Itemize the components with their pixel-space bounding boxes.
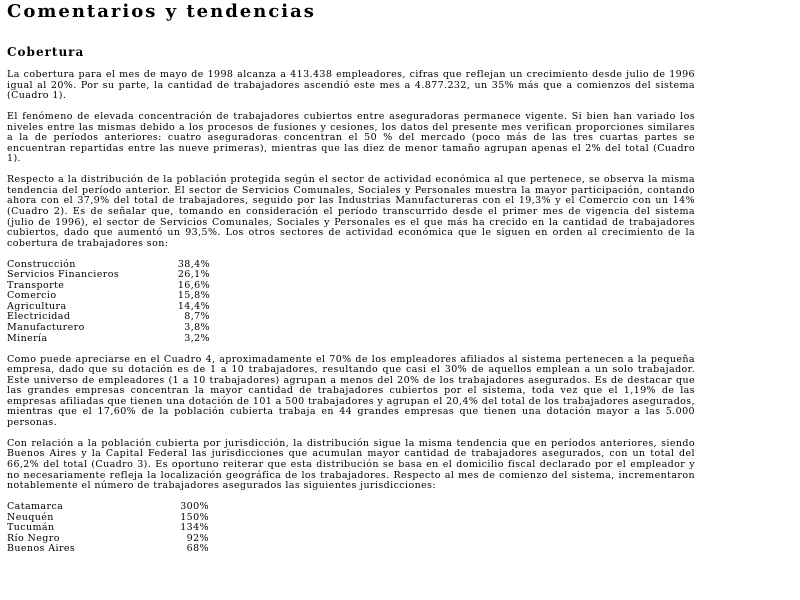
jurisdiction-value: 92% [186,532,209,544]
sector-label: Construcción [7,258,76,270]
sector-label: Transporte [7,279,65,291]
jurisdiction-label: Neuquén [7,511,54,523]
sector-value: 38,4% [177,258,210,270]
section-title: Cobertura [7,45,85,59]
sector-label: Minería [7,332,48,344]
list-item [7,523,695,534]
document-body [7,70,695,565]
jurisdiction-label: Tucumán [7,522,55,534]
jurisdiction-value: 134% [180,522,209,534]
sector-label: Electricidad [7,311,71,323]
jurisdiction-label: Río Negro [7,532,60,544]
jurisdiction-value: 150% [180,511,209,523]
list-item [7,334,695,345]
sector-value: 3,2% [184,332,210,344]
sector-value: 14,4% [177,300,210,312]
sector-label: Comercio [7,290,57,302]
sector-label: Agricultura [7,300,67,312]
paragraph-company-size: Como puede apreciarse en el Cuadro 4, aproximadamente el 70% de los empleadores afiliados al sistema pertenecen a la pequeña empresa, dado que su dotación es de 1 a 10 trabajadores, resultando que casi el 30% de aquellos emplean a un solo trabajador. Este universo de empleadores (1 a 10 trabajadores) agrupan a menos del 20% de los trabajadores asegurados. Es de destacar que las grandes empresas concentran la mayor cantidad de trabajadores cubiertos por el sistema, toda vez que el 1,19% de las empresas afiliadas que tienen una dotación de 101 a 500 trabajadores y agrupan el 20,4% del total de los trabajadores asegurados, mientras que el 17,60% de la población cubierta trabaja en 44 grandes empresas que tienen una dotación mayor a las 5.000 personas. [7,353,695,428]
jurisdiction-value: 68% [186,543,209,555]
list-item [7,281,695,292]
sector-value: 16,6% [177,279,210,291]
list-item [7,534,695,545]
jurisdiction-label: Buenos Aires [7,543,76,555]
list-item [7,291,695,302]
list-item [7,302,695,313]
sector-value: 3,8% [184,321,210,333]
sector-value: 26,1% [177,269,210,281]
sector-growth-list [7,260,695,344]
jurisdiction-growth-list [7,502,695,555]
list-item [7,513,695,524]
paragraph-concentration: El fenómeno de elevada concentración de trabajadores cubiertos entre aseguradoras permanece vigente. Si bien han variado los niveles entre las mismas debido a los procesos de fusiones y cesiones, los datos del presente mes verifican proporciones similares a la de períodos anteriores: cuatro aseguradoras concentran el 50 % del mercado (poco más de las tres cuartas partes se encuentran repartidas entre las nueve primeras), mientras que las diez de menor tamaño agrupan apenas el 2% del total (Cuadro 1). [7,111,695,165]
sector-value: 8,7% [184,311,210,323]
list-item [7,502,695,513]
list-item [7,312,695,323]
list-item [7,270,695,281]
jurisdiction-label: Catamarca [7,501,64,513]
sector-value: 15,8% [177,290,210,302]
document-title: Comentarios y tendencias [7,1,316,22]
paragraph-jurisdiction: Con relación a la población cubierta por jurisdicción, la distribución sigue la misma tendencia que en períodos anteriores, siendo Buenos Aires y la Capital Federal las jurisdicciones que acumulan mayor cantidad de trabajadores asegurados, con un total del 66,2% del total (Cuadro 3). Es oportuno reiterar que esta distribución se basa en el domicilio fiscal declarado por el empleador y no necesariamente refleja la localización geográfica de los trabajadores. Respecto al mes de comienzo del sistema, incrementaron notablemente el número de trabajadores asegurados las siguientes jurisdicciones: [7,437,695,492]
sector-label: Manufacturero [7,321,85,333]
paragraph-coverage-total: La cobertura para el mes de mayo de 1998 alcanza a 413.438 empleadores, cifras que reflejan un crecimiento desde julio de 1996 igual al 20%. Por su parte, la cantidad de trabajadores ascendió este mes a 4.877.232, un 35% más que a comienzos del sistema (Cuadro 1). [7,69,695,102]
paragraph-sector-distribution: Respecto a la distribución de la población protegida según el sector de actividad económica al que pertenece, se observa la misma tendencia del período anterior. El sector de Servicios Comunales, Sociales y Personales muestra la mayor participación, contando ahora con el 37,9% del total de trabajadores, seguido por las Industrias Manufactureras con el 19,3% y el Comercio con un 14% (Cuadro 2). Es de señalar que, tomando en consideración el período transcurrido desde el primer mes de vigencia del sistema (julio de 1996), el sector de Servicios Comunales, Sociales y Personales es el que más ha crecido en la cantidad de trabajadores cubiertos, dado que aumentó un 93,5%. Los otros sectores de actividad económica que le siguen en orden al crecimiento de la cobertura de trabajadores son: [7,174,695,249]
sector-label: Servicios Financieros [7,269,120,281]
list-item [7,544,695,555]
jurisdiction-value: 300% [180,501,209,513]
list-item [7,323,695,334]
